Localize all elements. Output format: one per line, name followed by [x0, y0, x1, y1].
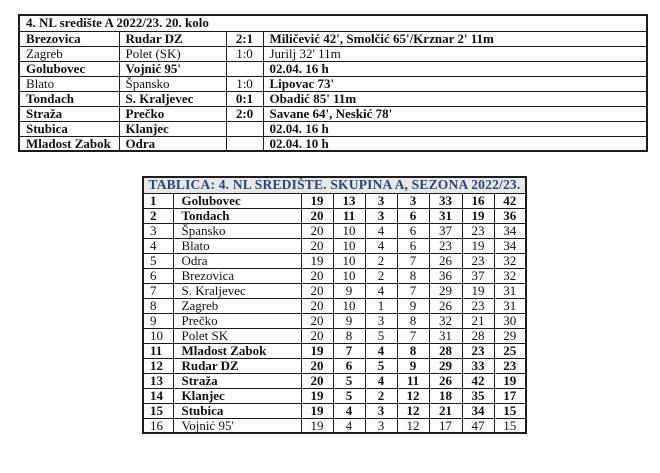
stat-cell: 5 — [333, 388, 365, 403]
rank-cell: 9 — [143, 313, 173, 328]
stat-cell: 31 — [429, 328, 462, 343]
fixture-row — [19, 31, 647, 46]
stat-cell: 9 — [397, 358, 429, 373]
home-team-cell: Tondach — [19, 91, 119, 106]
team-cell: S. Kraljevec — [173, 283, 301, 298]
stat-cell: 7 — [397, 253, 429, 268]
stat-cell: 31 — [494, 298, 526, 313]
away-team-cell: Prečko — [119, 106, 226, 121]
rank-cell: 15 — [143, 403, 173, 418]
stat-cell: 19 — [462, 208, 494, 223]
match-info-cell: 02.04. 10 h — [263, 136, 647, 151]
away-team-cell: Klanjec — [119, 121, 226, 136]
score-cell — [226, 136, 263, 151]
standings-row — [143, 253, 526, 268]
home-team-cell: Straža — [19, 106, 119, 121]
stat-cell: 33 — [429, 193, 462, 208]
stat-cell: 6 — [397, 238, 429, 253]
stat-cell: 3 — [365, 208, 397, 223]
stat-cell: 19 — [301, 403, 333, 418]
fixture-row — [19, 106, 647, 121]
stat-cell: 34 — [462, 403, 494, 418]
stat-cell: 18 — [429, 388, 462, 403]
standings-row — [143, 388, 526, 403]
stat-cell: 23 — [462, 223, 494, 238]
stat-cell: 6 — [333, 358, 365, 373]
rank-cell: 2 — [143, 208, 173, 223]
fixtures-table-body — [19, 15, 647, 151]
team-cell: Golubovec — [173, 193, 301, 208]
stat-cell: 13 — [333, 193, 365, 208]
fixture-row — [19, 61, 647, 76]
stat-cell: 23 — [494, 358, 526, 373]
stat-cell: 20 — [301, 298, 333, 313]
stat-cell: 37 — [429, 223, 462, 238]
stat-cell: 20 — [301, 358, 333, 373]
stat-cell: 32 — [429, 313, 462, 328]
stat-cell: 25 — [494, 343, 526, 358]
stat-cell: 4 — [365, 238, 397, 253]
match-info-cell: Jurilj 32' 11m — [263, 46, 647, 61]
stat-cell: 1 — [365, 298, 397, 313]
stat-cell: 5 — [365, 328, 397, 343]
stat-cell: 29 — [429, 283, 462, 298]
stat-cell: 10 — [333, 298, 365, 313]
away-team-cell: Odra — [119, 136, 226, 151]
fixtures-title: 4. NL središte A 2022/23. 20. kolo — [19, 15, 647, 31]
stat-cell: 20 — [301, 373, 333, 388]
stat-cell: 4 — [333, 403, 365, 418]
team-cell: Straža — [173, 373, 301, 388]
match-info-cell: 02.04. 16 h — [263, 121, 647, 136]
standings-table-body — [143, 177, 526, 433]
stat-cell: 19 — [494, 373, 526, 388]
team-cell: Mladost Zabok — [173, 343, 301, 358]
stat-cell: 4 — [365, 283, 397, 298]
stat-cell: 20 — [301, 238, 333, 253]
match-info-cell: 02.04. 16 h — [263, 61, 647, 76]
team-cell: Odra — [173, 253, 301, 268]
team-cell: Zagreb — [173, 298, 301, 313]
standings-row — [143, 328, 526, 343]
standings-row — [143, 193, 526, 208]
stat-cell: 4 — [365, 343, 397, 358]
away-team-cell: Vojnić 95' — [119, 61, 226, 76]
standings-row — [143, 268, 526, 283]
rank-cell: 11 — [143, 343, 173, 358]
standings-row — [143, 208, 526, 223]
rank-cell: 4 — [143, 238, 173, 253]
rank-cell: 10 — [143, 328, 173, 343]
stat-cell: 4 — [333, 418, 365, 433]
stat-cell: 28 — [462, 328, 494, 343]
stat-cell: 9 — [333, 283, 365, 298]
stat-cell: 32 — [494, 253, 526, 268]
stat-cell: 16 — [462, 193, 494, 208]
stat-cell: 20 — [301, 268, 333, 283]
rank-cell: 14 — [143, 388, 173, 403]
stat-cell: 28 — [429, 343, 462, 358]
standings-row — [143, 298, 526, 313]
match-info-cell: Lipovac 73' — [263, 76, 647, 91]
stat-cell: 4 — [365, 223, 397, 238]
away-team-cell: Špansko — [119, 76, 226, 91]
stat-cell: 21 — [429, 403, 462, 418]
stat-cell: 5 — [333, 373, 365, 388]
team-cell: Tondach — [173, 208, 301, 223]
away-team-cell: S. Kraljevec — [119, 91, 226, 106]
team-cell: Blato — [173, 238, 301, 253]
match-info-cell: Obadić 85' 11m — [263, 91, 647, 106]
rank-cell: 12 — [143, 358, 173, 373]
standings-title: TABLICA: 4. NL SREDIŠTE. SKUPINA A, SEZONA 2022/23. — [143, 177, 526, 193]
stat-cell: 19 — [301, 253, 333, 268]
stat-cell: 11 — [333, 208, 365, 223]
team-cell: Stubica — [173, 403, 301, 418]
stat-cell: 29 — [429, 358, 462, 373]
rank-cell: 16 — [143, 418, 173, 433]
away-team-cell: Polet (SK) — [119, 46, 226, 61]
stat-cell: 17 — [494, 388, 526, 403]
stat-cell: 19 — [462, 283, 494, 298]
standings-row — [143, 358, 526, 373]
stat-cell: 15 — [494, 418, 526, 433]
score-cell: 1:0 — [226, 76, 263, 91]
stat-cell: 15 — [494, 403, 526, 418]
stat-cell: 12 — [397, 403, 429, 418]
home-team-cell: Mladost Zabok — [19, 136, 119, 151]
standings-row — [143, 313, 526, 328]
team-cell: Špansko — [173, 223, 301, 238]
team-cell: Brezovica — [173, 268, 301, 283]
score-cell — [226, 121, 263, 136]
stat-cell: 20 — [301, 313, 333, 328]
stat-cell: 19 — [301, 418, 333, 433]
rank-cell: 1 — [143, 193, 173, 208]
rank-cell: 3 — [143, 223, 173, 238]
stat-cell: 21 — [462, 313, 494, 328]
stat-cell: 9 — [333, 313, 365, 328]
score-cell: 1:0 — [226, 46, 263, 61]
stat-cell: 26 — [429, 298, 462, 313]
stat-cell: 19 — [462, 238, 494, 253]
stat-cell: 2 — [365, 268, 397, 283]
standings-title-row — [143, 177, 526, 193]
stat-cell: 12 — [397, 388, 429, 403]
standings-row — [143, 418, 526, 433]
stat-cell: 32 — [494, 268, 526, 283]
home-team-cell: Brezovica — [19, 31, 119, 46]
stat-cell: 23 — [462, 298, 494, 313]
fixtures-title-row — [19, 15, 647, 31]
stat-cell: 42 — [494, 193, 526, 208]
stat-cell: 19 — [301, 343, 333, 358]
stat-cell: 8 — [397, 343, 429, 358]
stat-cell: 10 — [333, 238, 365, 253]
stat-cell: 20 — [301, 283, 333, 298]
stat-cell: 5 — [365, 358, 397, 373]
standings-row — [143, 403, 526, 418]
stat-cell: 2 — [365, 388, 397, 403]
rank-cell: 13 — [143, 373, 173, 388]
stat-cell: 31 — [494, 283, 526, 298]
fixture-row — [19, 136, 647, 151]
stat-cell: 26 — [429, 253, 462, 268]
stat-cell: 37 — [462, 268, 494, 283]
rank-cell: 6 — [143, 268, 173, 283]
fixtures-table — [18, 14, 648, 152]
team-cell: Klanjec — [173, 388, 301, 403]
stat-cell: 36 — [429, 268, 462, 283]
fixture-row — [19, 76, 647, 91]
home-team-cell: Stubica — [19, 121, 119, 136]
away-team-cell: Rudar DZ — [119, 31, 226, 46]
stat-cell: 3 — [365, 313, 397, 328]
stat-cell: 10 — [333, 223, 365, 238]
standings-row — [143, 238, 526, 253]
home-team-cell: Zagreb — [19, 46, 119, 61]
rank-cell: 5 — [143, 253, 173, 268]
stat-cell: 17 — [429, 418, 462, 433]
stat-cell: 3 — [397, 193, 429, 208]
fixture-row — [19, 91, 647, 106]
stat-cell: 23 — [462, 343, 494, 358]
team-cell: Prečko — [173, 313, 301, 328]
match-info-cell: Miličević 42', Smolčić 65'/Krznar 2' 11m — [263, 31, 647, 46]
stat-cell: 30 — [494, 313, 526, 328]
team-cell: Vojnić 95' — [173, 418, 301, 433]
rank-cell: 8 — [143, 298, 173, 313]
stat-cell: 10 — [333, 253, 365, 268]
stat-cell: 10 — [333, 268, 365, 283]
stat-cell: 3 — [365, 403, 397, 418]
stat-cell: 47 — [462, 418, 494, 433]
standings-row — [143, 283, 526, 298]
standings-row — [143, 373, 526, 388]
standings-row — [143, 343, 526, 358]
stat-cell: 7 — [397, 328, 429, 343]
rank-cell: 7 — [143, 283, 173, 298]
stat-cell: 20 — [301, 223, 333, 238]
stat-cell: 11 — [397, 373, 429, 388]
stat-cell: 3 — [365, 418, 397, 433]
team-cell: Rudar DZ — [173, 358, 301, 373]
stat-cell: 20 — [301, 328, 333, 343]
score-cell: 2:0 — [226, 106, 263, 121]
stat-cell: 34 — [494, 223, 526, 238]
stat-cell: 29 — [494, 328, 526, 343]
match-info-cell: Savane 64', Neskić 78' — [263, 106, 647, 121]
stat-cell: 31 — [429, 208, 462, 223]
stat-cell: 26 — [429, 373, 462, 388]
home-team-cell: Blato — [19, 76, 119, 91]
stat-cell: 8 — [333, 328, 365, 343]
score-cell — [226, 61, 263, 76]
team-cell: Polet SK — [173, 328, 301, 343]
home-team-cell: Golubovec — [19, 61, 119, 76]
standings-table — [142, 176, 527, 434]
stat-cell: 7 — [333, 343, 365, 358]
stat-cell: 12 — [397, 418, 429, 433]
score-cell: 2:1 — [226, 31, 263, 46]
stat-cell: 34 — [494, 238, 526, 253]
stat-cell: 35 — [462, 388, 494, 403]
stat-cell: 8 — [397, 268, 429, 283]
stat-cell: 2 — [365, 253, 397, 268]
stat-cell: 19 — [301, 388, 333, 403]
stat-cell: 8 — [397, 313, 429, 328]
stat-cell: 4 — [365, 373, 397, 388]
fixture-row — [19, 46, 647, 61]
stat-cell: 3 — [365, 193, 397, 208]
stat-cell: 23 — [462, 253, 494, 268]
standings-row — [143, 223, 526, 238]
stat-cell: 6 — [397, 223, 429, 238]
stat-cell: 33 — [462, 358, 494, 373]
stat-cell: 36 — [494, 208, 526, 223]
stat-cell: 23 — [429, 238, 462, 253]
score-cell: 0:1 — [226, 91, 263, 106]
stat-cell: 6 — [397, 208, 429, 223]
stat-cell: 20 — [301, 208, 333, 223]
stat-cell: 9 — [397, 298, 429, 313]
stat-cell: 19 — [301, 193, 333, 208]
stat-cell: 7 — [397, 283, 429, 298]
fixture-row — [19, 121, 647, 136]
stat-cell: 42 — [462, 373, 494, 388]
